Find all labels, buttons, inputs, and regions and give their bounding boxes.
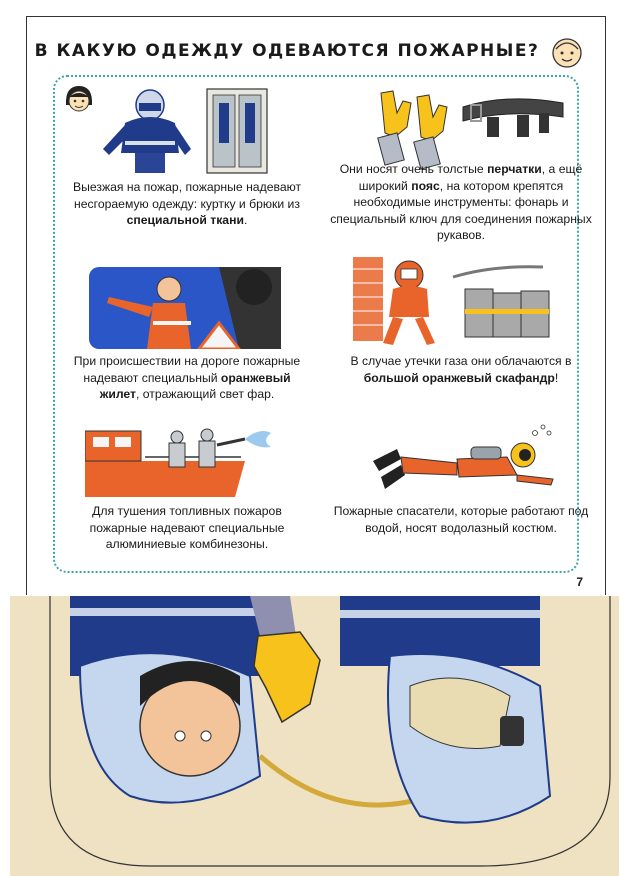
aluminum-suit-illustration	[85, 417, 275, 499]
diving-suit-illustration	[367, 419, 563, 499]
caption-orange-vest	[67, 353, 307, 403]
caption-aluminum-suit	[67, 503, 307, 553]
gas-suit-illustration	[353, 253, 553, 349]
boy-face-icon	[551, 37, 583, 69]
caption-text: При происшествии на дороге пожарные надевают специальный	[73, 354, 301, 385]
caption-gas-suit	[327, 353, 595, 386]
caption-bold-term: большой оранжевый скафандр	[363, 370, 555, 385]
page-number: 7	[576, 575, 583, 589]
caption-diving-suit	[327, 503, 595, 536]
caption-bold-term: пояс	[411, 178, 440, 193]
caption-fireproof-suit	[67, 179, 307, 229]
caption-text: .	[243, 213, 248, 227]
caption-text: Пожарные спасатели, которые работают под водой, носят водолазный костюм.	[333, 504, 589, 535]
page-title: В КАКУЮ ОДЕЖДУ ОДЕВАЮТСЯ ПОЖАРНЫЕ?	[34, 41, 540, 61]
orange-vest-illustration	[89, 267, 281, 349]
caption-text: В случае утечки газа они облачаются в	[350, 354, 572, 368]
book-page	[26, 16, 606, 595]
caption-bold-term: перчатки	[487, 162, 542, 176]
caption-text: , на котором крепятся необходимые инструменты: фонарь и специальный ключ для соединения пожарных рукавов.	[330, 178, 592, 242]
fireproof-suit-illustration	[95, 83, 275, 177]
caption-text: Они носят очень толстые	[339, 162, 488, 176]
caption-text: , отражающий свет фар.	[136, 387, 275, 401]
caption-bold-term: специальной ткани	[126, 213, 244, 227]
caption-text: Выезжая на пожар, пожарные надевают несгораемую одежду: куртку и брюки из	[72, 180, 302, 211]
caption-gloves-belt	[327, 161, 595, 244]
upside-down-firefighters-illustration	[10, 596, 619, 876]
caption-text: , а ещё широкий	[358, 162, 583, 193]
bottom-illustration	[10, 596, 619, 876]
caption-text: Для тушения топливных пожаров пожарные надевают специальные алюминиевые комбинезоны.	[89, 504, 285, 551]
caption-text: !	[554, 370, 559, 385]
caption-bold-term: оранжевый жилет	[99, 370, 291, 401]
